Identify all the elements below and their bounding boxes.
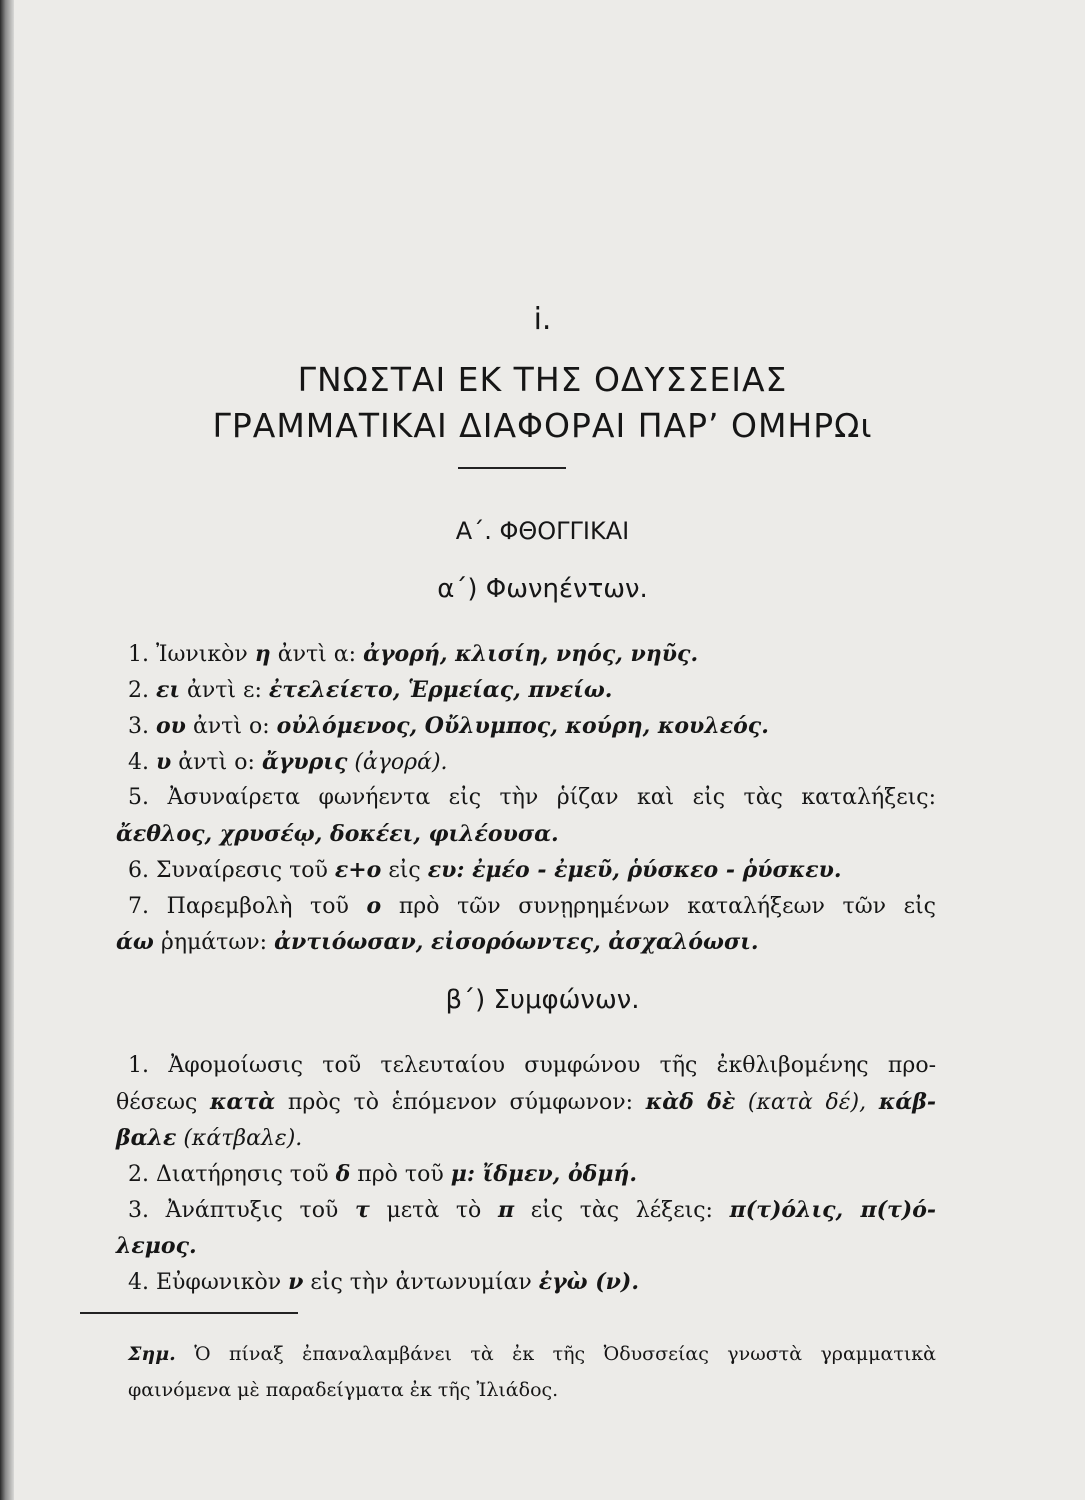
title-divider bbox=[458, 467, 566, 469]
list-item-continuation: λεμος. bbox=[116, 1233, 197, 1259]
list-item: 2. ει ἀντὶ ε: ἐτελείετο, Ἑρμείας, πνείω. bbox=[128, 677, 613, 703]
list-item: 7. Παρεμβολὴ τοῦ ο πρὸ τῶν συνῃρημένων καταλήξεων τῶν εἰς bbox=[128, 893, 936, 919]
list-item: 1. Ἀφομοίωσις τοῦ τελευταίου συμφώνου τῆς ἐκθλιβομένης προ- bbox=[128, 1053, 936, 1078]
list-item: 3. Ἀνάπτυξις τοῦ τ μετὰ τὸ π εἰς τὰς λέξεις: π(τ)όλις, π(τ)ό- bbox=[128, 1197, 937, 1223]
list-item-continuation: ἄεθλος, χρυσέῳ, δοκέει, φιλέουσα. bbox=[116, 821, 559, 847]
part-title: Α΄. ΦΘΟΓΓΙΚΑΙ bbox=[455, 517, 630, 545]
list-item-continuation: θέσεως κατὰ πρὸς τὸ ἑπόμενον σύμφωνον: κὰδ δὲ (κατὰ δέ), κάβ- bbox=[116, 1089, 937, 1115]
chapter-title-line-2: ΓΡΑΜΜΑΤΙΚΑΙ ΔΙΑΦΟΡΑΙ ΠΑΡ’ ΟΜΗΡΩι bbox=[212, 406, 873, 445]
chapter-title-line-1: ΓΝΩΣΤΑΙ ΕΚ ΤΗΣ ΟΔΥΣΣΕΙΑΣ bbox=[297, 360, 788, 399]
section-a-title: α΄) Φωνηέντων. bbox=[437, 574, 648, 604]
list-item: 5. Ἀσυναίρετα φωνήεντα εἰς τὴν ῥίζαν καὶ εἰς τὰς καταλήξεις: bbox=[128, 785, 936, 810]
list-item: 2. Διατήρησις τοῦ δ πρὸ τοῦ μ: ἴδμεν, ὀδμή. bbox=[128, 1161, 638, 1187]
section-b-list bbox=[116, 1048, 937, 1300]
list-item: 4. Εὐφωνικὸν ν εἰς τὴν ἀντωνυμίαν ἐγὼ (ν). bbox=[128, 1269, 639, 1295]
chapter-number: i. bbox=[533, 302, 552, 337]
list-item: 6. Συναίρεσις τοῦ ε+ο εἰς ευ: ἐμέο - ἐμεῦ, ῥύσκεο - ῥύσκευ. bbox=[128, 857, 842, 883]
list-item: 1. Ἰωνικὸν η ἀντὶ α: ἀγορή, κλισίη, νηός, νηῦς. bbox=[128, 641, 699, 667]
list-item: 3. ου ἀντὶ ο: οὐλόμενος, Οὔλυμπος, κούρη, κουλεός. bbox=[128, 713, 769, 739]
list-item: 4. υ ἀντὶ ο: ἄγυρις (ἀγορά). bbox=[128, 749, 448, 775]
list-item-continuation: βαλε (κάτβαλε). bbox=[116, 1125, 303, 1151]
footnote-line-2: φαινόμενα μὲ παραδείγματα ἐκ τῆς Ἰλιάδος. bbox=[128, 1379, 559, 1401]
list-item-continuation: άω ῥημάτων: ἀντιόωσαν, εἰσορόωντες, ἀσχαλόωσι. bbox=[116, 929, 759, 955]
section-a-list bbox=[116, 636, 936, 960]
footnote-line-1: Σημ. Ὁ πίναξ ἐπαναλαμβάνει τὰ ἐκ τῆς Ὀδυσσείας γνωστὰ γραμματικὰ bbox=[128, 1343, 936, 1365]
footnote-divider bbox=[80, 1312, 298, 1314]
section-b-title: β΄) Συμφώνων. bbox=[445, 985, 640, 1015]
footnote bbox=[128, 1338, 936, 1410]
footnote-label: Σημ. bbox=[128, 1343, 176, 1365]
